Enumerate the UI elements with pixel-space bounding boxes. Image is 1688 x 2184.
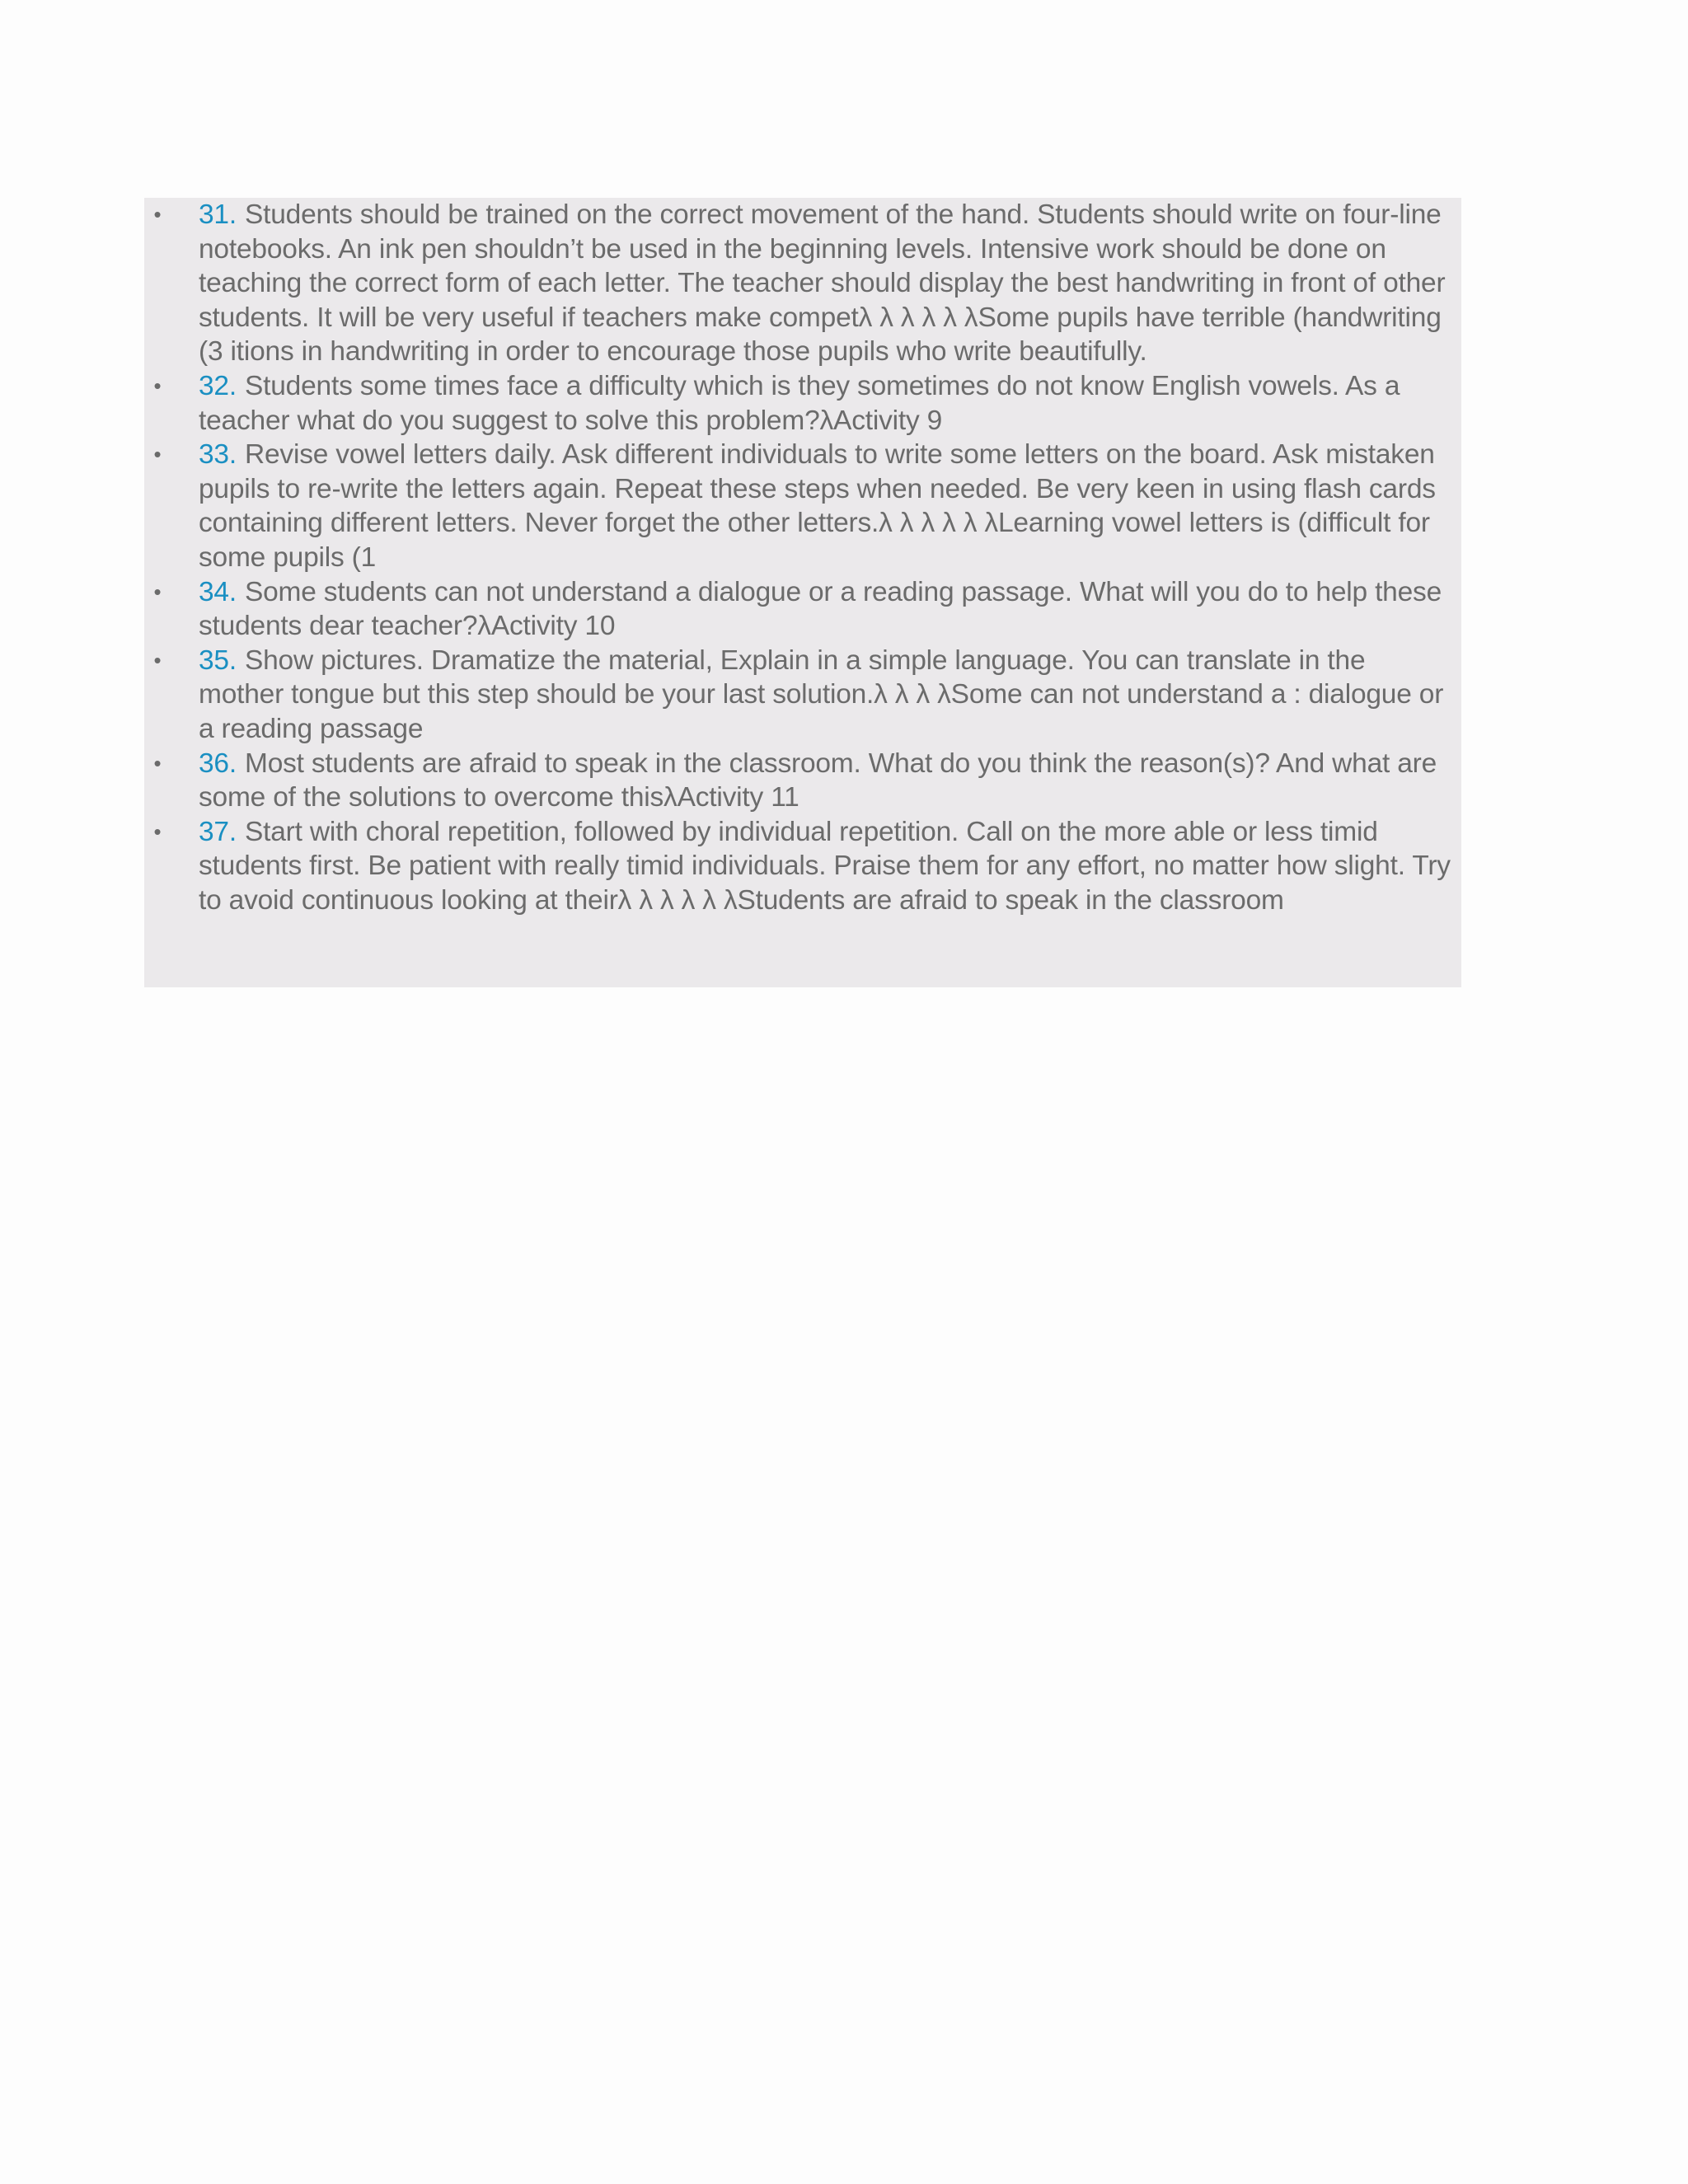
numbered-bullet-list [144, 198, 1461, 917]
bullet-icon: • [153, 202, 162, 227]
item-number: 34. [199, 576, 237, 607]
item-text: Start with choral repetition, followed by individual repetition. Call on the more able or less timid students first. Be patient with really timid individuals. Praise them for any effort, no matter how slight. Try to avoid continuous looking at theirλ λ λ λ λ λStudents are afraid to speak in the classroom [199, 816, 1451, 916]
list-item [144, 644, 1461, 747]
item-number: 32. [199, 370, 237, 401]
item-number: 31. [199, 199, 237, 230]
bullet-icon: • [153, 647, 162, 673]
bullet-icon: • [153, 818, 162, 844]
item-number: 35. [199, 644, 237, 676]
bullet-icon: • [153, 373, 162, 398]
item-text: Students some times face a difficulty which is they sometimes do not know English vowels. As a teacher what do you suggest to solve this problem?λActivity 9 [199, 370, 1400, 436]
item-number: 33. [199, 439, 237, 471]
list-item [144, 198, 1461, 369]
list-item [144, 369, 1461, 438]
item-text: Most students are afraid to speak in the classroom. What do you think the reason(s)? And what are some of the solutions to overcome thisλActivity 11 [199, 748, 1437, 813]
bullet-icon: • [153, 442, 162, 467]
list-item [144, 575, 1461, 644]
item-number: 37. [199, 816, 237, 847]
bullet-icon: • [153, 579, 162, 604]
bullet-icon: • [153, 750, 162, 776]
item-text: Revise vowel letters daily. Ask different individuals to write some letters on the board. Ask mistaken pupils to re-write the letters again. Repeat these steps when needed. Be very keen in using flash cards containing different letters. Never forget the other letters.λ λ λ λ λ λLearning vowel letters is (difficult for some pupils (1 [199, 439, 1436, 573]
item-text: Some students can not understand a dialogue or a reading passage. What will you do to help these students dear teacher?λActivity 10 [199, 576, 1442, 642]
item-text: Students should be trained on the correct movement of the hand. Students should write on four-line notebooks. An ink pen shouldn’t be used in the beginning levels. Intensive work should be done on teaching the correct form of each letter. The teacher should display the best handwriting in front of other students. It will be very useful if teachers make competλ λ λ λ λ λSome pupils have terrible (handwriting (3 itions in handwriting in order to encourage those pupils who write beautifully. [199, 199, 1446, 368]
item-text: Show pictures. Dramatize the material, Explain in a simple language. You can translate in the mother tongue but this step should be your last solution.λ λ λ λSome can not understand a : dialogue or a reading passage [199, 644, 1444, 744]
list-item [144, 747, 1461, 815]
list-item [144, 438, 1461, 574]
item-number: 36. [199, 748, 237, 779]
list-item [144, 815, 1461, 918]
